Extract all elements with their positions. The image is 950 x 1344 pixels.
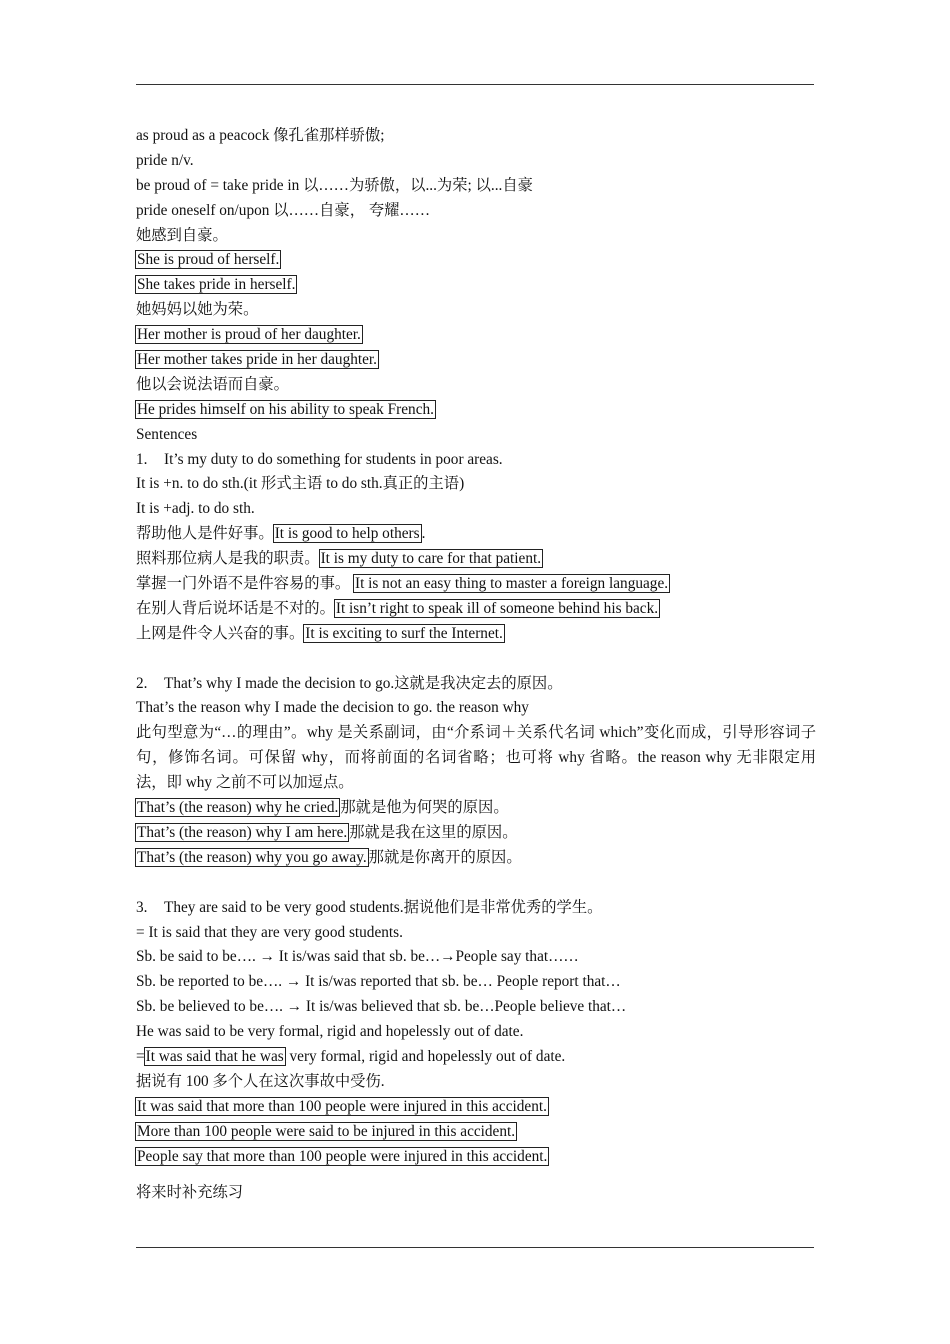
line-text: It is +n. to do sth.(it 形式主语 to do sth.真正的主语) <box>136 475 465 493</box>
text-line <box>136 273 816 298</box>
text-line <box>136 224 816 249</box>
text-line <box>136 398 816 423</box>
text-line <box>136 547 816 572</box>
text-line <box>136 298 816 323</box>
line-text: It is +adj. to do sth. <box>136 500 255 518</box>
boxed-example: It is exciting to surf the Internet. <box>305 624 503 642</box>
text-line <box>136 572 816 597</box>
explanation-paragraph: 此句型意为“…的理由”。why 是关系副词，由“介系词＋关系代名词 which”变化而成，引导形容词子句，修饰名词。可保留 why，而将前面的名词省略；也可将 why 省略。the reason why 无非限定用法，即 why 之前不可以加逗点。 <box>136 724 816 792</box>
boxed-example: That’s (the reason) why you go away. <box>137 848 367 866</box>
line-text-after: 那就是我在这里的原因。 <box>349 823 518 841</box>
document-body <box>136 124 816 1206</box>
line-text: Sb. be reported to be…. → It is/was reported that sb. be… People report that… <box>136 973 621 991</box>
line-text: 她感到自豪。 <box>136 226 228 244</box>
line-text: 上网是件令人兴奋的事。 <box>136 624 305 642</box>
line-text: 在别人背后说坏话是不对的。 <box>136 599 335 617</box>
item-number: 2. <box>136 674 148 692</box>
line-text: = <box>136 1048 145 1065</box>
text-line <box>136 597 816 622</box>
line-text: pride n/v. <box>136 151 194 169</box>
top-rule <box>136 84 814 85</box>
text-line <box>136 622 816 647</box>
text-line <box>136 174 816 199</box>
boxed-example: She takes pride in herself. <box>137 276 296 294</box>
text-line <box>136 1020 816 1045</box>
line-text: as proud as a peacock 像孔雀那样骄傲; <box>136 127 385 144</box>
line-text: 他以会说法语而自豪。 <box>136 375 289 393</box>
text-line <box>136 373 816 398</box>
text-line <box>136 1045 816 1070</box>
line-text: 据说有 100 多个人在这次事故中受伤. <box>136 1072 385 1090</box>
text-line <box>136 970 816 995</box>
text-line <box>136 522 816 547</box>
line-text: It’s my duty to do something for students in poor areas. <box>164 450 503 468</box>
boxed-example: It isn’t right to speak ill of someone behind his back. <box>335 599 659 617</box>
line-text: They are said to be very good students.据说他们是非常优秀的学生。 <box>164 898 603 916</box>
text-line <box>136 348 816 373</box>
item-number: 3. <box>136 898 148 916</box>
text-line <box>136 1120 816 1145</box>
line-text: 她妈妈以她为荣。 <box>136 301 259 319</box>
line-text-after: 那就是他为何哭的原因。 <box>340 799 509 817</box>
boxed-example: It is good to help others <box>274 525 420 543</box>
text-line <box>136 796 816 821</box>
boxed-example: It is not an easy thing to master a foreign language. <box>354 575 669 593</box>
text-line <box>136 945 816 970</box>
line-text: Sentences <box>136 425 198 443</box>
line-text: Sb. be said to be…. → It is/was said that sb. be…→People say that…… <box>136 948 579 966</box>
text-line <box>136 1070 816 1095</box>
bottom-rule <box>136 1247 814 1248</box>
line-text: He was said to be very formal, rigid and hopelessly out of date. <box>136 1023 524 1041</box>
text-line <box>136 696 816 721</box>
text-line <box>136 497 816 522</box>
line-text: That’s why I made the decision to go.这就是我决定去的原因。 <box>164 674 563 692</box>
section-footer-title: 将来时补充练习 <box>136 1184 244 1202</box>
boxed-example: She is proud of herself. <box>137 251 280 269</box>
text-line <box>136 846 816 871</box>
line-text-after: . <box>421 525 426 543</box>
boxed-example: People say that more than 100 people were injured in this accident. <box>137 1147 548 1165</box>
text-line <box>136 1145 816 1170</box>
line-text: Sb. be believed to be…. → It is/was believed that sb. be…People believe that… <box>136 998 627 1016</box>
line-text: That’s the reason why I made the decision to go. the reason why <box>136 699 529 717</box>
line-text-after: very formal, rigid and hopelessly out of date. <box>285 1048 566 1065</box>
text-line <box>136 672 816 697</box>
text-line <box>136 323 816 348</box>
text-line <box>136 423 816 448</box>
line-text: = It is said that they are very good students. <box>136 923 403 941</box>
text-line <box>136 248 816 273</box>
boxed-example: Her mother takes pride in her daughter. <box>137 351 377 369</box>
boxed-example: That’s (the reason) why he cried. <box>137 799 339 817</box>
text-line <box>136 124 816 149</box>
line-text: pride oneself on/upon 以……自豪， 夸耀…… <box>136 201 431 219</box>
item-number: 1. <box>136 450 148 468</box>
line-text: 掌握一门外语不是件容易的事。 <box>136 575 354 593</box>
line-text: 帮助他人是件好事。 <box>136 525 274 543</box>
text-line <box>136 1095 816 1120</box>
text-line <box>136 896 816 921</box>
boxed-example: It was said that he was <box>145 1048 284 1065</box>
line-text: be proud of = take pride in 以……为骄傲，以...为荣; 以...自豪 <box>136 176 533 194</box>
text-line <box>136 199 816 224</box>
boxed-example: It is my duty to care for that patient. <box>320 550 542 568</box>
boxed-example: More than 100 people were said to be injured in this accident. <box>137 1122 516 1140</box>
blank-line <box>136 647 816 672</box>
boxed-example: Her mother is proud of her daughter. <box>137 326 361 344</box>
blank-line <box>136 871 816 896</box>
boxed-example: That’s (the reason) why I am here. <box>137 823 348 841</box>
text-line <box>136 821 816 846</box>
line-text: 照料那位病人是我的职责。 <box>136 550 320 568</box>
text-line <box>136 921 816 946</box>
text-line <box>136 472 816 497</box>
boxed-example: He prides himself on his ability to speak French. <box>137 400 434 418</box>
text-line <box>136 149 816 174</box>
text-line <box>136 995 816 1020</box>
text-line <box>136 448 816 473</box>
line-text-after: 那就是你离开的原因。 <box>368 848 522 866</box>
boxed-example: It was said that more than 100 people were injured in this accident. <box>137 1097 547 1115</box>
